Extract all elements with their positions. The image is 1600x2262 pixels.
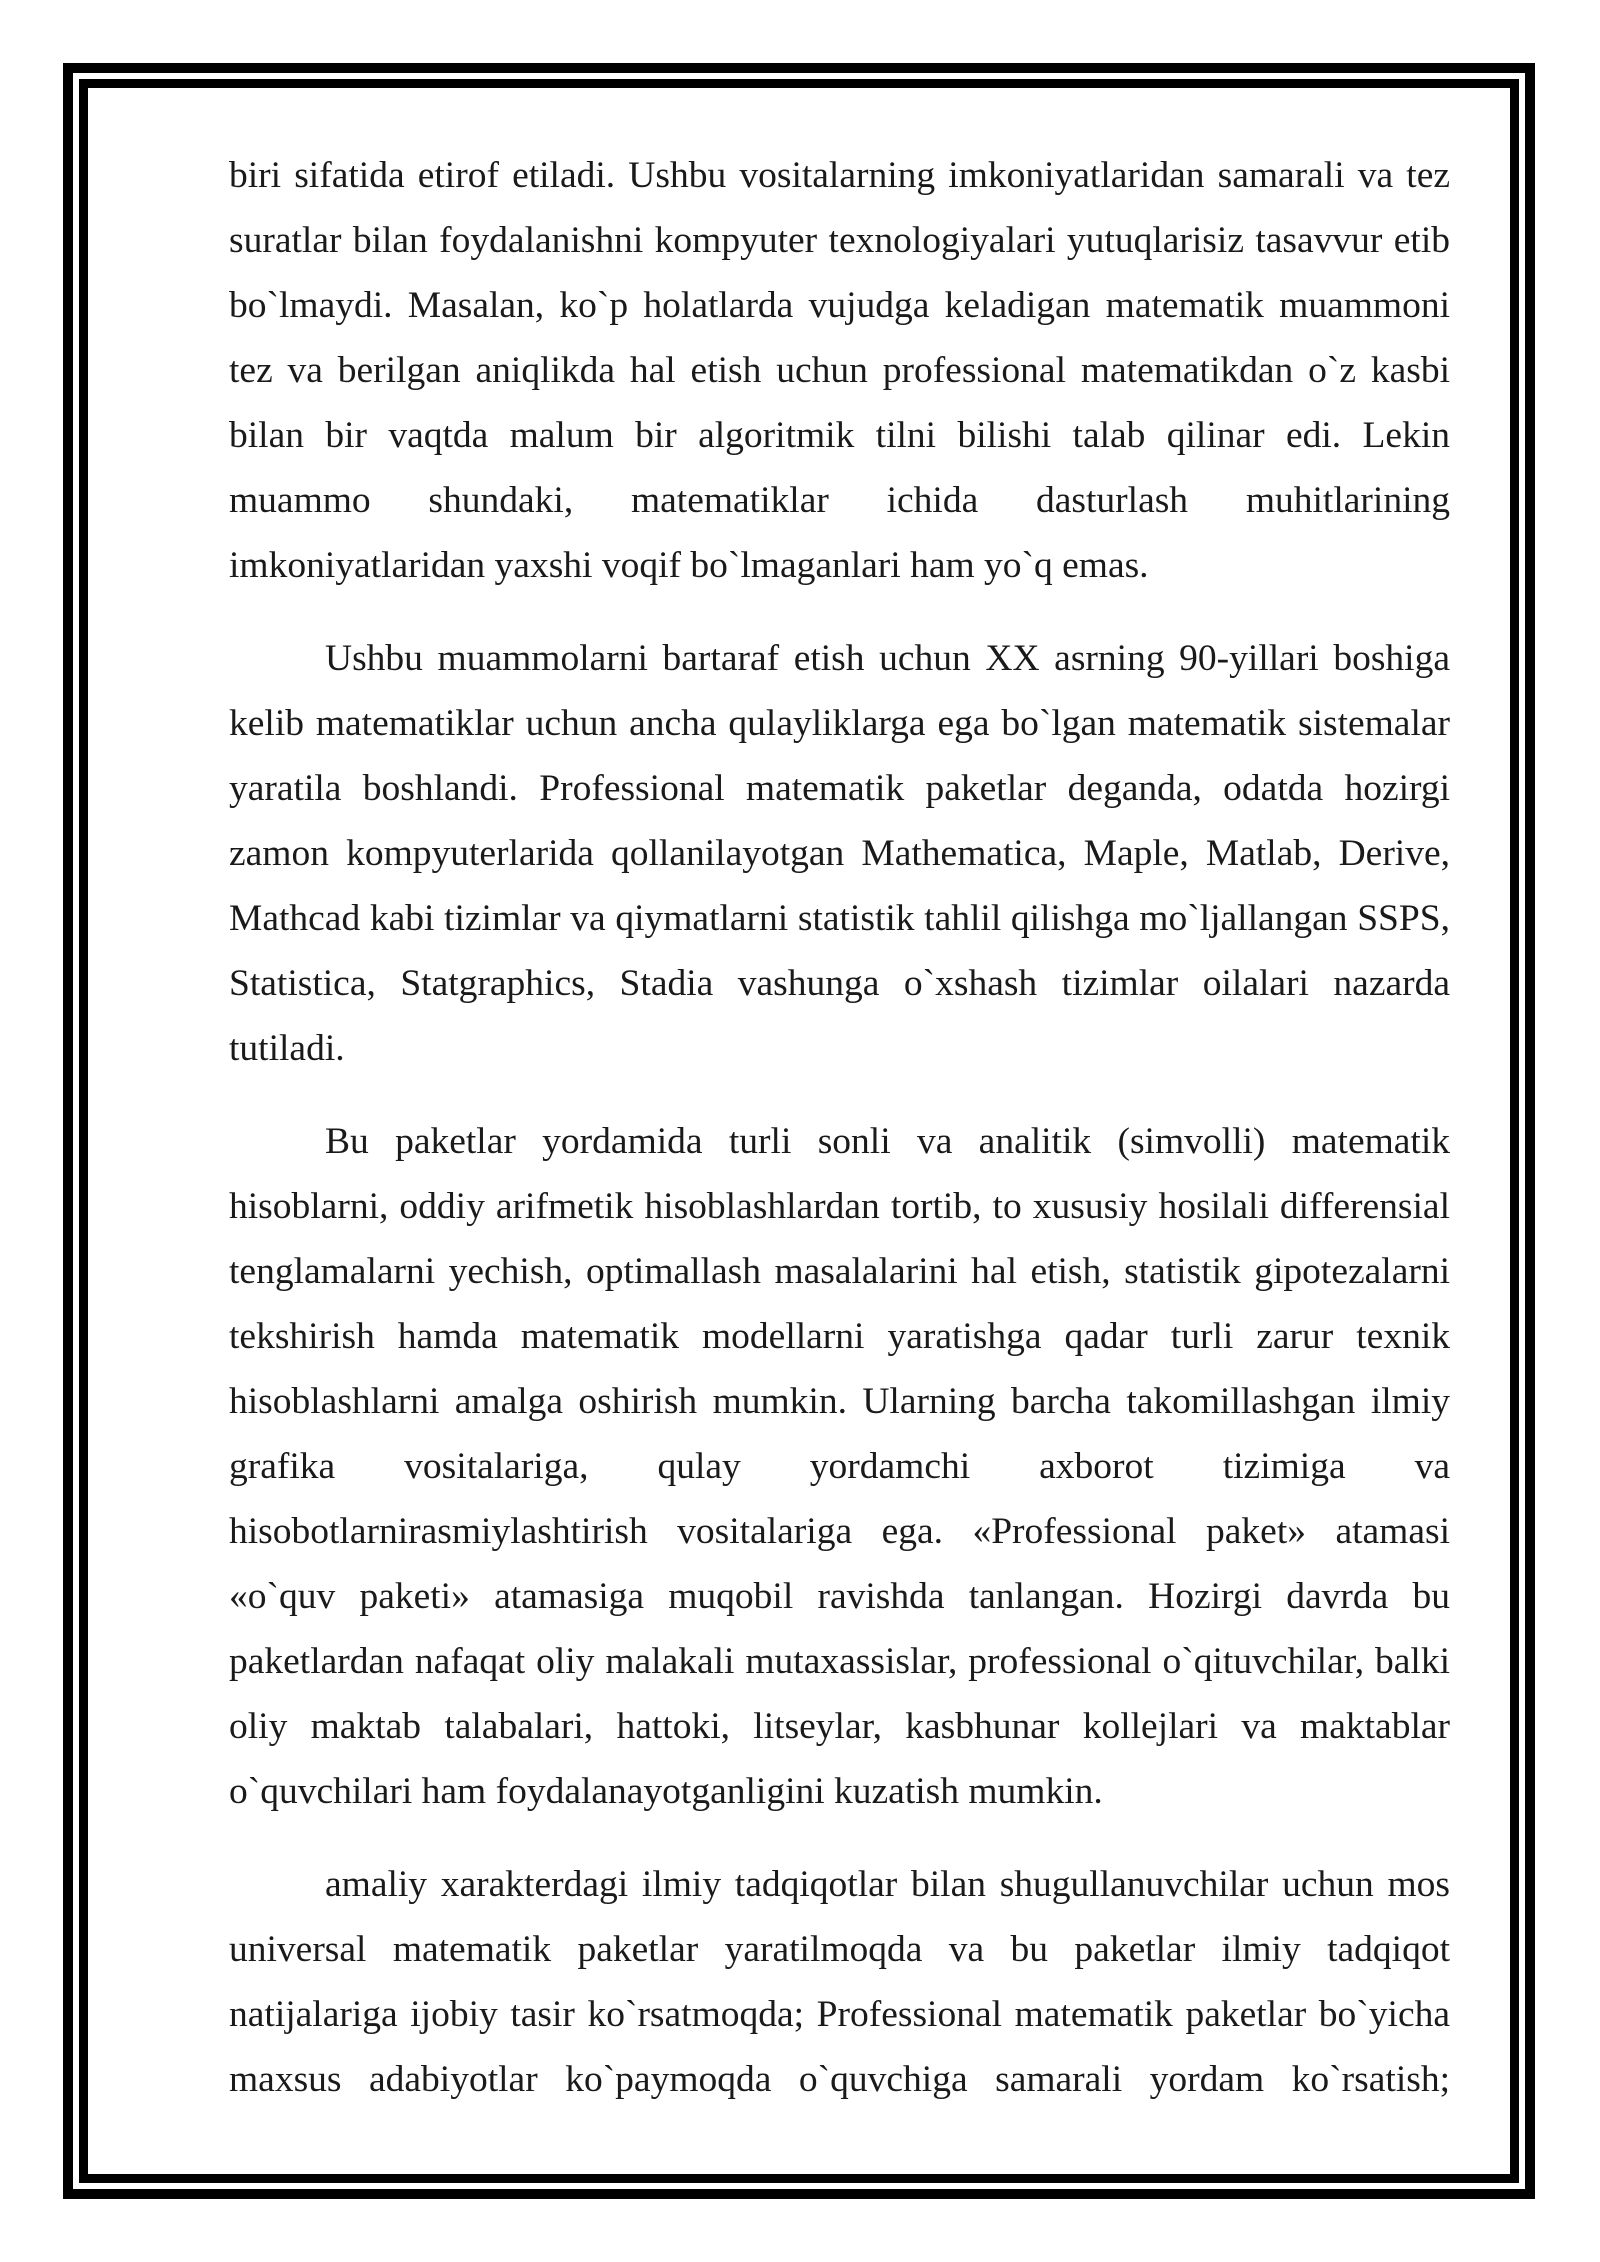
document-body xyxy=(229,143,1450,2140)
paragraph-2: Ushbu muammolarni bartaraf etish uchun XX asrning 90-yillari boshiga kelib matematiklar uchun ancha qulayliklarga ega bo`lgan matematik sistemalar yaratila boshlandi. Professional matematik paketlar deganda, odatda hozirgi zamon kompyuterlarida qollanilayotgan Mathematica, Maple, Matlab, Derive, Mathcad kabi tizimlar va qiymatlarni statistik tahlil qilishga mo`ljallangan SSPS, Statistica, Statgraphics, Stadia vashunga o`xshash tizimlar oilalari nazarda tutiladi. xyxy=(229,638,1450,1069)
paragraph-3: Bu paketlar yordamida turli sonli va analitik (simvolli) matematik hisoblarni, oddiy arifmetik hisoblashlardan tortib, to xususiy hosilali differensial tenglamalarni yechish, optimallash masalalarini hal etish, statistik gipotezalarni tekshirish hamda matematik modellarni yaratishga qadar turli zarur texnik hisoblashlarni amalga oshirish mumkin. Ularning barcha takomillashgan ilmiy grafika vositalariga, qulay yordamchi axborot tizimiga va hisobotlarnirasmiylashtirish vositalariga ega. «Professional paket» atamasi «o`quv paketi» atamasiga muqobil ravishda tanlangan. Hozirgi davrda bu paketlardan nafaqat oliy malakali mutaxassislar, professional o`qituvchilar, balki oliy maktab talabalari, hattoki, litseylar, kasbhunar kollejlari va maktablar o`quvchilari ham foydalanayotganligini kuzatish mumkin. xyxy=(229,1121,1450,1812)
paragraph-1: biri sifatida etirof etiladi. Ushbu vositalarning imkoniyatlaridan samarali va tez suratlar bilan foydalanishni kompyuter texnologiyalari yutuqlarisiz tasavvur etib bo`lmaydi. Masalan, ko`p holatlarda vujudga keladigan matematik muammoni tez va berilgan aniqlikda hal etish uchun professional matematikdan o`z kasbi bilan bir vaqtda malum bir algoritmik tilni bilishi talab qilinar edi. Lekin muammo shundaki, matematiklar ichida dasturlash muhitlarining imkoniyatlaridan yaxshi voqif bo`lmaganlari ham yo`q emas. xyxy=(229,155,1450,586)
paragraph-4: amaliy xarakterdagi ilmiy tadqiqotlar bilan shugullanuvchilar uchun mos universal matematik paketlar yaratilmoqda va bu paketlar ilmiy tadqiqot natijalariga ijobiy tasir ko`rsatmoqda; Professional matematik paketlar bo`yicha maxsus adabiyotlar ko`paymoqda o`quvchiga samarali yordam ko`rsatish; xyxy=(229,1864,1450,2100)
